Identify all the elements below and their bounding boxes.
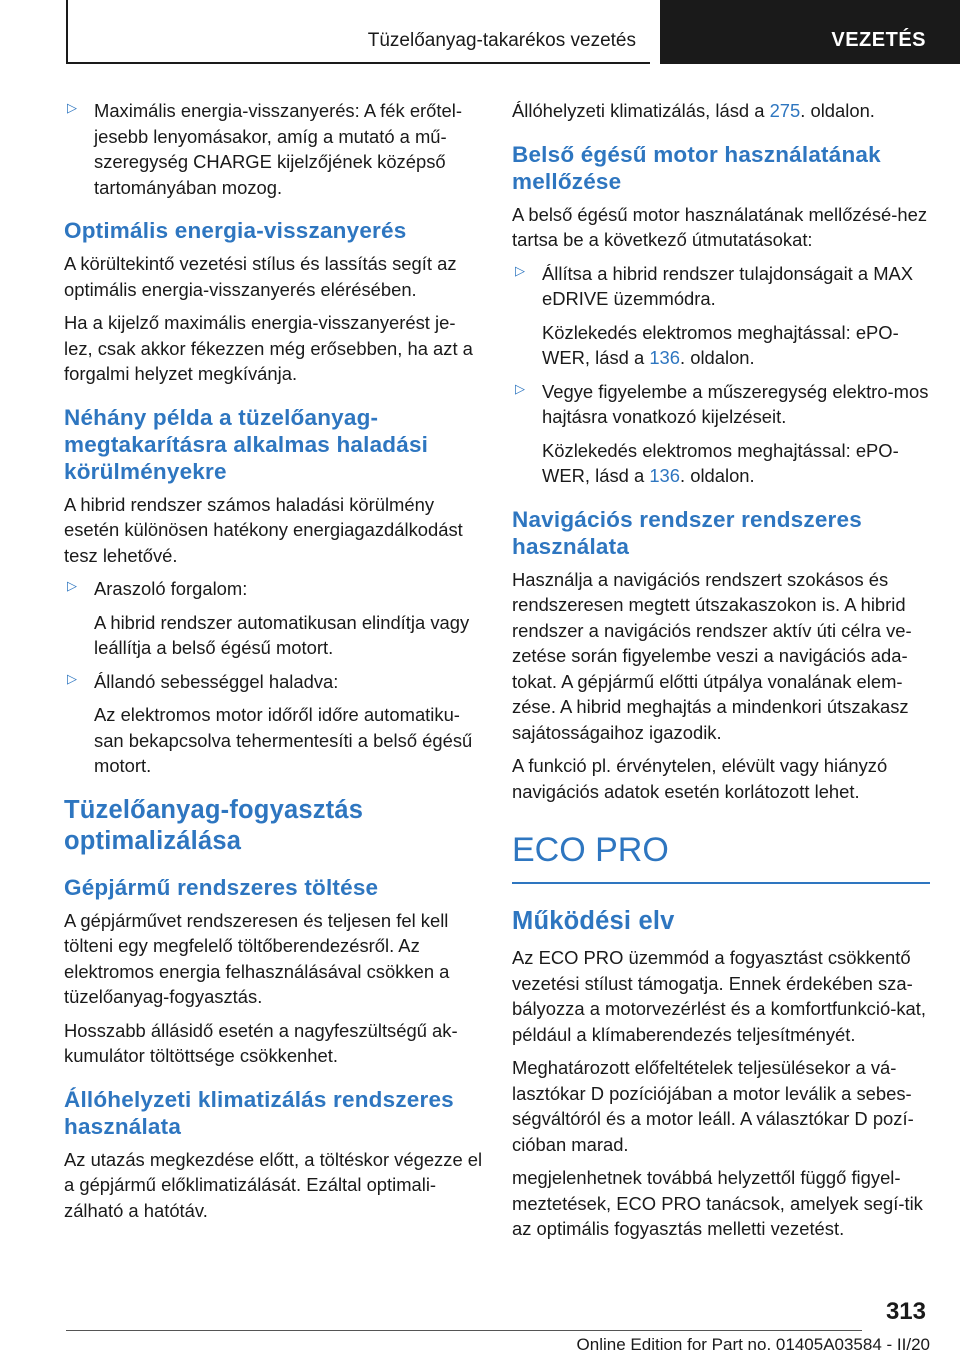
bullet-reference bbox=[542, 438, 930, 489]
right-column bbox=[512, 98, 930, 1250]
page-number: 313 bbox=[885, 1298, 926, 1325]
heading-regular-charging: Gépjármű rendszeres töltése bbox=[64, 874, 379, 900]
paragraph: Használja a navigációs rendszert szokásos és rendszeresen megtett útszakaszokon is. A hibrid rendszer a navigációs rendszer aktív úti célra ve-zetése során figyelembe veszi a navigációs ada-tokat. A gépjármű előtti útpálya vonalának elem-zése. A hibrid meghajtás a mindenkori útszakasz sajátosságaihoz igazodik. bbox=[512, 568, 912, 743]
left-column bbox=[64, 98, 484, 1231]
reference-text: Állóhelyzeti klimatizálás, lásd a bbox=[512, 100, 770, 121]
paragraph: Az ECO PRO üzemmód a fogyasztást csökkentő vezetési stílust támogatja. Ennek érdekében sza-bályozza a motorvezérlést és a komfortfunkció-kat, például a klímaberendezés teljesítményét. bbox=[512, 947, 926, 1045]
paragraph: Meghatározott előfeltételek teljesülésekor a vá-lasztókar D pozíciójában a motor leválik a sebes-ségváltóról és a motor leáll. A választókar D pozí-cióban marad. bbox=[512, 1057, 914, 1155]
triangle-bullet-icon: ▷ bbox=[515, 262, 525, 278]
heading-navigation: Navigációs rendszer rendszeres használata bbox=[512, 506, 862, 559]
paragraph: A gépjárművet rendszeresen és teljesen fel kell tölteni egy megfelelő töltőberendezésről. Az elektromos energia felhasználásával csökken a tüzelőanyag-fogyasztás. bbox=[64, 909, 450, 1007]
list-item bbox=[64, 98, 484, 200]
chapter-title: Tüzelőanyag-takarékos vezetés bbox=[367, 30, 636, 51]
triangle-bullet-icon: ▷ bbox=[67, 670, 77, 686]
section-tab bbox=[660, 0, 960, 64]
bullet-text: Maximális energia-visszanyerés: A fék erőtel-jesebb lenyomásakor, amíg a mutató a mű-szeregység CHARGE kijelzőjének középső tartományában mozog. bbox=[94, 100, 462, 198]
section-title: VEZETÉS bbox=[831, 29, 926, 51]
page-link-136[interactable]: 136 bbox=[649, 347, 680, 368]
triangle-bullet-icon: ▷ bbox=[515, 380, 525, 396]
chapter-tab bbox=[66, 0, 650, 64]
heading-optimal-recuperation: Optimális energia-visszanyerés bbox=[64, 218, 407, 243]
paragraph-climate-reference bbox=[512, 98, 930, 124]
page-link-275[interactable]: 275 bbox=[769, 100, 801, 121]
heading-avoid-engine: Belső égésű motor használatának mellőzése bbox=[512, 141, 881, 194]
bullet-text: Állítsa a hibrid rendszer tulajdonságait a MAX eDRIVE üzemmódra. bbox=[542, 262, 914, 309]
paragraph: Ha a kijelző maximális energia-visszanyerést je-lez, csak akkor fékezzen még erősebben, ha azt a forgalmi helyzet megkívánja. bbox=[64, 312, 473, 384]
page-header bbox=[0, 0, 960, 64]
heading-driving-examples: Néhány példa a tüzelőanyag-megtakarításra alkalmas haladási körülményekre bbox=[64, 404, 429, 484]
edition-footer: Online Edition for Part no. 01405A03584 - II/20 bbox=[576, 1335, 930, 1354]
reference-text: . oldalon. bbox=[800, 100, 875, 121]
page-link-136[interactable]: 136 bbox=[649, 465, 680, 486]
list-item bbox=[512, 261, 930, 371]
section-title-eco-pro: ECO PRO bbox=[512, 830, 930, 884]
paragraph: A körültekintő vezetési stílus és lassítás segít az optimális energia-visszanyerés elérésében. bbox=[64, 253, 457, 300]
triangle-bullet-icon: ▷ bbox=[67, 100, 77, 115]
paragraph: Hosszabb állásidő esetén a nagyfeszültségű ak-kumulátor töltöttsége csökkenhet. bbox=[64, 1019, 458, 1066]
paragraph: A belső égésű motor használatának mellőzésé-hez tartsa be a következő útmutatásokat: bbox=[512, 203, 928, 250]
bullet-label: Állandó sebességgel haladva: bbox=[94, 670, 339, 692]
bullet-text: Vegye figyelembe a műszeregység elektro-mos hajtásra vonatkozó kijelzéseit. bbox=[542, 380, 929, 427]
paragraph: megjelenhetnek továbbá helyzettől függő figyel-meztetések, ECO PRO tanácsok, amelyek segí-tik az optimális fogyasztás melletti vezetést. bbox=[512, 1167, 923, 1239]
footer-divider bbox=[66, 1330, 862, 1331]
paragraph: A hibrid rendszer számos haladási körülmény esetén különösen hatékony energiagazdálkodást tesz lehetővé. bbox=[64, 493, 463, 566]
bullet-text: A hibrid rendszer automatikusan elindítja vagy leállítja a belső égésű motort. bbox=[94, 611, 470, 658]
heading-consumption-optimization: Tüzelőanyag-fogyasztás optimalizálása bbox=[64, 795, 364, 855]
paragraph: Az utazás megkezdése előtt, a töltéskor végezze el a gépjármű előklimatizálását. Ezáltal optimali-zálható a hatótáv. bbox=[64, 1148, 483, 1221]
reference-text: Közlekedés elektromos meghajtással: ePO-WER, lásd a bbox=[542, 321, 899, 368]
bullet-label: Araszoló forgalom: bbox=[94, 578, 248, 599]
reference-text: Közlekedés elektromos meghajtással: ePO-WER, lásd a bbox=[542, 439, 899, 486]
bullet-reference bbox=[542, 320, 930, 371]
bullet-text: Az elektromos motor időről időre automatiku-san bekapcsolva tehermentesíti a belső égésű motort. bbox=[94, 704, 473, 776]
list-item bbox=[512, 379, 930, 489]
triangle-bullet-icon: ▷ bbox=[67, 578, 77, 593]
list-item bbox=[64, 669, 484, 779]
list-item bbox=[64, 576, 484, 661]
heading-climate-control: Állóhelyzeti klimatizálás rendszeres használata bbox=[64, 1086, 454, 1139]
reference-text: . oldalon. bbox=[680, 347, 755, 368]
heading-principle: Működési elv bbox=[512, 907, 675, 935]
paragraph: A funkció pl. érvénytelen, elévült vagy hiányzó navigációs adatok esetén korlátozott lehet. bbox=[512, 755, 888, 802]
reference-text: . oldalon. bbox=[680, 465, 755, 486]
